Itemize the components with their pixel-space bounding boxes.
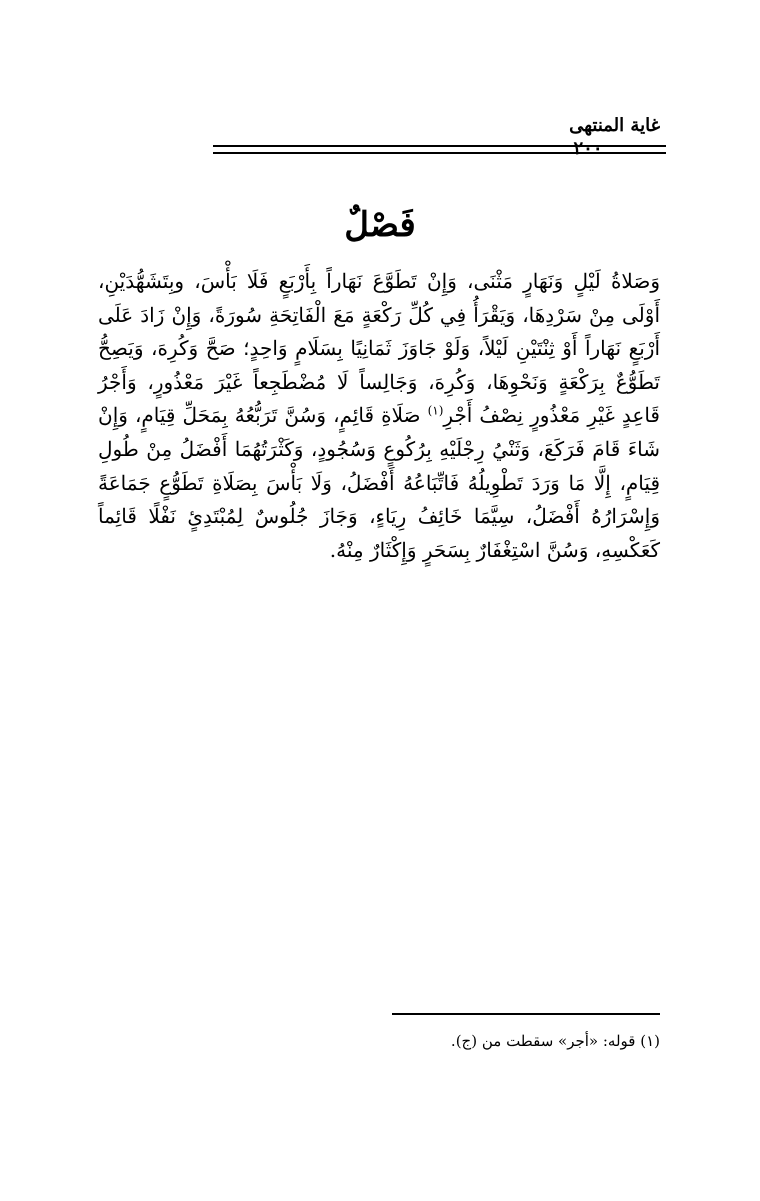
body-text-part-1: وَصَلاةُ لَيْلٍ وَنَهَارٍ مَثْنَى، وَإِنْ تَطَوَّعَ نَهَاراً بِأَرْبَعٍ فَلَا بَأْسَ، وبِتَشَهُّدَيْنِ، أَوْلَى مِنْ سَرْدِهَا، وَيَقْرَأُ فِي كُلِّ رَكْعَةٍ مَعَ الْفَاتِحَةِ سُورَةً، وَإِنْ زَادَ عَلَى أَرْبَعٍ نَهَاراً أَوْ ثِنْتَيْنِ لَيْلاً، وَلَوْ جَاوَزَ ثَمَانِيًا بِسَلَامٍ وَاحِدٍ؛ صَحَّ وَكُرِهَ، وَيَصِحُّ تَطَوُّعٌ بِرَكْعَةٍ وَنَحْوِهَا، وَكُرِهَ، وَجَالِساً لَا مُضْطَجِعاً غَيْرَ مَعْذُورٍ، وَأَجْرُ قَاعِدٍ غَيْرِ مَعْذُورٍ نِصْفُ أَجْرِ [98,269,660,428]
section-heading: فَصْلٌ [344,205,416,245]
page-number: ٢٠٠ [573,138,603,159]
running-title: غاية المنتهى [569,115,660,136]
body-text-part-2: صَلَاةِ قَائِمٍ، وَسُنَّ تَرَبُّعُهُ بِمَحَلِّ قِيَامٍ، وَإِنْ شَاءَ قَامَ فَرَكَعَ، وَثَنْيُ رِجْلَيْهِ بِرُكُوعٍ وَسُجُودٍ، وَكَثْرَتُهُمَا أَفْضَلُ مِنْ طُولِ قِيَامٍ، إِلَّا مَا وَرَدَ تَطْوِيلُهُ فَاتِّبَاعُهُ أَفْضَلُ، وَلَا بَأْسَ بِصَلَاةِ تَطَوُّعٍ جَمَاعَةً وَإِسْرَارُهُ أَفْضَلُ، سِيَّمَا خَائِفُ رِيَاءٍ، وَجَازَ جُلُوسٌ لِمُبْتَدِئٍ نَفْلًا قَائِماً كَعَكْسِهِ، وَسُنَّ اسْتِغْفَارٌ بِسَحَرٍ وَإِكْثَارٌ مِنْهُ. [98,403,660,562]
header-rule-left-lower [620,152,666,154]
footnote-marker: (١) [427,403,444,418]
body-paragraph [98,265,660,567]
header-rule-left-upper [620,145,666,147]
footnote-1: (١) قوله: «أجر» سقطت من (ج). [450,1032,660,1050]
footnote-separator [392,1013,660,1015]
